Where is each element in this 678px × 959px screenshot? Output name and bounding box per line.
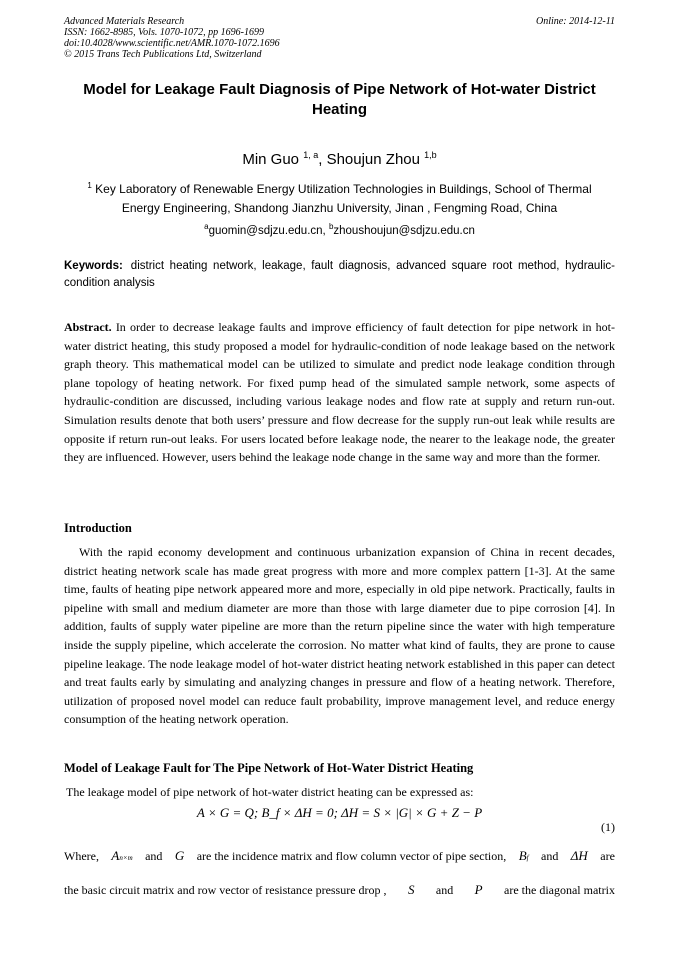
symbol-delta-H: ΔH	[570, 848, 588, 863]
email-mark: b	[328, 222, 334, 231]
paper-title	[64, 80, 615, 120]
symbol-P: P	[474, 882, 483, 897]
where-text: the basic circuit matrix and row vector of resistance pressure drop ,	[64, 883, 387, 897]
journal-name: Advanced Materials Research	[64, 16, 185, 27]
abstract-label: Abstract.	[64, 320, 112, 334]
online-date: Online: 2014-12-11	[536, 16, 615, 27]
where-word: Where,	[64, 849, 99, 863]
symbol-A: A	[111, 848, 120, 863]
where-text: are the diagonal matrix	[504, 883, 615, 897]
symbol-B-subscript: f	[526, 854, 529, 862]
keywords-label: Keywords:	[64, 260, 123, 272]
author-name: Shoujun Zhou	[326, 151, 420, 168]
where-line-1	[64, 848, 615, 866]
where-word: are	[600, 849, 615, 863]
author-affiliation-mark: 1,b	[424, 150, 437, 160]
where-word: and	[435, 883, 454, 897]
section-heading-model: Model of Leakage Fault for The Pipe Network of Hot-Water District Heating	[64, 761, 474, 775]
where-line-2	[64, 882, 615, 898]
author-list	[64, 146, 615, 169]
email-link[interactable]: guomin@sdjzu.edu.cn	[208, 225, 323, 237]
where-word: and	[145, 849, 163, 863]
section-heading-introduction: Introduction	[64, 521, 132, 535]
affiliation-number: 1	[87, 181, 92, 190]
affiliation-line-2: Energy Engineering, Shandong Jianzhu University, Jinan , Fengming Road, China	[121, 201, 558, 215]
symbol-G: G	[174, 848, 185, 863]
model-intro-text: The leakage model of pipe network of hot-water district heating can be expressed as:	[66, 785, 474, 799]
author-emails	[64, 220, 615, 238]
abstract-block	[64, 318, 615, 467]
affiliation	[64, 176, 615, 218]
equation-number: (1)	[601, 820, 615, 834]
journal-header	[64, 16, 615, 60]
author-affiliation-mark: 1, a	[303, 150, 319, 160]
title-line-1: Model for Leakage Fault Diagnosis of Pipe Network of Hot-water District	[83, 81, 596, 98]
email-mark: a	[204, 222, 209, 231]
affiliation-line-1: Key Laboratory of Renewable Energy Utilization Technologies in Buildings, School of Thermal	[95, 182, 592, 196]
where-word: and	[541, 849, 559, 863]
equation-1	[64, 803, 615, 839]
email-link[interactable]: zhoushoujun@sdjzu.edu.cn	[333, 225, 475, 237]
abstract-text: In order to decrease leakage faults and improve efficiency of fault detection for pipe network in hot-water district heating, this study proposed a model for hydraulic-condition of node leakage based on the network graph theory. This mathematical model can be utilized to simulate and predict node leakage condition through plane topology of heating network. For fixed pump head of the simulated sample network, some aspects of hydraulic-condition are discussed, including various leakage nodes and flow rate at supply and return run-out. Simulation results denote that both users’ pressure and flow decrease for the supply run-out leak while results are opposite if return run-out leaks. For users located before leakage node, the nearer to the leakage node, the greater they are influenced. However, users behind the leakage node change in the same way and more than the former.	[64, 320, 616, 465]
symbol-B: B	[518, 848, 527, 863]
symbol-A-subscript: n×m	[119, 854, 133, 862]
where-text: are the incidence matrix and flow column vector of pipe section,	[196, 849, 507, 863]
copyright-line: © 2015 Trans Tech Publications Ltd, Switzerland	[64, 49, 262, 60]
doi-line: doi:10.4028/www.scientific.net/AMR.1070-1072.1696	[64, 38, 280, 49]
symbol-S: S	[407, 882, 415, 897]
email-separator: ,	[322, 225, 329, 237]
author-name: Min Guo	[242, 151, 300, 168]
author-separator: ,	[318, 151, 327, 168]
keywords-text: district heating network, leakage, fault diagnosis, advanced square root method, hydraulic-condition analysis	[64, 260, 615, 289]
equation-text: A × G = Q; B_f × ΔH = 0; ΔH = S × |G| × G + Z − P	[196, 805, 483, 820]
keywords-block	[64, 258, 615, 292]
title-line-2: Heating	[311, 101, 367, 118]
introduction-paragraph: With the rapid economy development and continuous urbanization expansion of China in recent decades, district heating network scale has made great progress with more and more complex pattern [1-3]. At the same time, faults of heating pipe network appeared more and more, especially in old pipe network. Practically, faults in pipeline with small and medium diameter are more than those with large diameter due to pipe corrosion [4]. In addition, faults of supply water pipeline are more than the return pipeline since the water with high temperature inside the supply pipeline, which accelerate the corrosion. No matter what kind of faults, they are prone to cause pipeline leakage. The node leakage model of hot-water district heating network established in this paper can detect and treat faults early by simulating and analyzing changes in pressure and flow of a heating network. Therefore, utilization of proposed novel model can reduce fault probability, improve management level, and reduce energy consumption of the heating network operation.	[64, 545, 615, 727]
issn-line: ISSN: 1662-8985, Vols. 1070-1072, pp 1696-1699	[64, 27, 264, 38]
